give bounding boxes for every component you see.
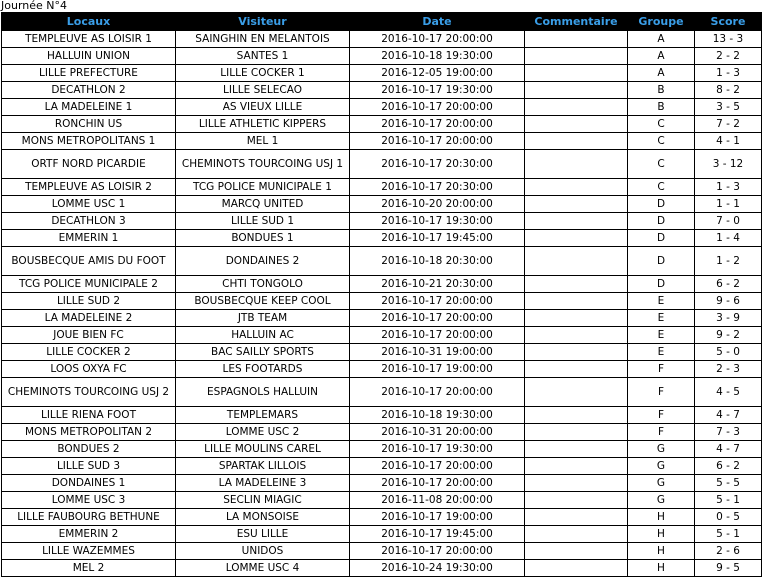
group-cell: H [628, 526, 695, 543]
score-cell: 3 - 5 [695, 99, 762, 116]
table-row [2, 344, 762, 361]
group-cell: C [628, 179, 695, 196]
table-body [2, 31, 762, 577]
group-cell: C [628, 116, 695, 133]
comment-cell [525, 99, 628, 116]
score-cell: 0 - 5 [695, 509, 762, 526]
date-cell: 2016-10-21 20:30:00 [350, 276, 525, 293]
group-cell: F [628, 378, 695, 407]
date-cell: 2016-10-17 19:30:00 [350, 82, 525, 99]
date-cell: 2016-10-18 20:30:00 [350, 247, 525, 276]
group-cell: C [628, 133, 695, 150]
group-cell: D [628, 196, 695, 213]
column-header-commentaire: Commentaire [525, 13, 628, 31]
table-row [2, 424, 762, 441]
home-team-cell: ORTF NORD PICARDIE [2, 150, 176, 179]
home-team-cell: EMMERIN 1 [2, 230, 176, 247]
date-cell: 2016-10-24 19:30:00 [350, 560, 525, 577]
date-cell: 2016-10-17 20:00:00 [350, 31, 525, 48]
date-cell: 2016-10-17 19:30:00 [350, 213, 525, 230]
table-row [2, 458, 762, 475]
comment-cell [525, 116, 628, 133]
date-cell: 2016-10-17 20:00:00 [350, 310, 525, 327]
score-cell: 1 - 3 [695, 179, 762, 196]
table-row [2, 196, 762, 213]
group-cell: G [628, 441, 695, 458]
comment-cell [525, 276, 628, 293]
comment-cell [525, 543, 628, 560]
group-cell: F [628, 361, 695, 378]
group-cell: D [628, 247, 695, 276]
table-row [2, 48, 762, 65]
date-cell: 2016-10-18 19:30:00 [350, 48, 525, 65]
group-cell: A [628, 31, 695, 48]
score-cell: 13 - 3 [695, 31, 762, 48]
group-cell: H [628, 560, 695, 577]
home-team-cell: BONDUES 2 [2, 441, 176, 458]
away-team-cell: DONDAINES 2 [176, 247, 350, 276]
column-header-visiteur: Visiteur [176, 13, 350, 31]
score-cell: 2 - 2 [695, 48, 762, 65]
date-cell: 2016-10-17 20:00:00 [350, 116, 525, 133]
comment-cell [525, 492, 628, 509]
comment-cell [525, 65, 628, 82]
comment-cell [525, 441, 628, 458]
table-row [2, 378, 762, 407]
away-team-cell: LOMME USC 2 [176, 424, 350, 441]
date-cell: 2016-10-31 19:00:00 [350, 344, 525, 361]
score-cell: 4 - 7 [695, 407, 762, 424]
comment-cell [525, 82, 628, 99]
table-row [2, 247, 762, 276]
page-title: Journée N°4 [1, 0, 68, 12]
comment-cell [525, 150, 628, 179]
date-cell: 2016-10-17 20:00:00 [350, 458, 525, 475]
date-cell: 2016-10-17 19:45:00 [350, 230, 525, 247]
score-cell: 6 - 2 [695, 458, 762, 475]
score-cell: 4 - 7 [695, 441, 762, 458]
away-team-cell: LILLE SELECAO [176, 82, 350, 99]
score-cell: 1 - 2 [695, 247, 762, 276]
score-cell: 9 - 6 [695, 293, 762, 310]
comment-cell [525, 310, 628, 327]
score-cell: 3 - 9 [695, 310, 762, 327]
table-row [2, 327, 762, 344]
comment-cell [525, 293, 628, 310]
score-cell: 5 - 1 [695, 526, 762, 543]
score-cell: 7 - 0 [695, 213, 762, 230]
home-team-cell: TCG POLICE MUNICIPALE 2 [2, 276, 176, 293]
comment-cell [525, 48, 628, 65]
home-team-cell: DECATHLON 3 [2, 213, 176, 230]
away-team-cell: MEL 1 [176, 133, 350, 150]
date-cell: 2016-10-17 20:00:00 [350, 133, 525, 150]
away-team-cell: CHEMINOTS TOURCOING USJ 1 [176, 150, 350, 179]
score-cell: 2 - 6 [695, 543, 762, 560]
score-cell: 5 - 0 [695, 344, 762, 361]
group-cell: E [628, 310, 695, 327]
table-row [2, 99, 762, 116]
date-cell: 2016-10-17 20:00:00 [350, 99, 525, 116]
home-team-cell: MEL 2 [2, 560, 176, 577]
comment-cell [525, 31, 628, 48]
away-team-cell: LILLE COCKER 1 [176, 65, 350, 82]
table-row [2, 230, 762, 247]
table-row [2, 179, 762, 196]
home-team-cell: LILLE WAZEMMES [2, 543, 176, 560]
away-team-cell: BAC SAILLY SPORTS [176, 344, 350, 361]
score-cell: 1 - 1 [695, 196, 762, 213]
home-team-cell: MONS METROPOLITAN 2 [2, 424, 176, 441]
group-cell: B [628, 99, 695, 116]
away-team-cell: LOMME USC 4 [176, 560, 350, 577]
home-team-cell: LOMME USC 1 [2, 196, 176, 213]
home-team-cell: LA MADELEINE 1 [2, 99, 176, 116]
home-team-cell: DONDAINES 1 [2, 475, 176, 492]
home-team-cell: LA MADELEINE 2 [2, 310, 176, 327]
group-cell: F [628, 424, 695, 441]
date-cell: 2016-10-17 20:00:00 [350, 475, 525, 492]
away-team-cell: AS VIEUX LILLE [176, 99, 350, 116]
away-team-cell: TCG POLICE MUNICIPALE 1 [176, 179, 350, 196]
group-cell: D [628, 213, 695, 230]
away-team-cell: BOUSBECQUE KEEP COOL [176, 293, 350, 310]
date-cell: 2016-10-17 20:30:00 [350, 150, 525, 179]
date-cell: 2016-10-31 20:00:00 [350, 424, 525, 441]
table-row [2, 293, 762, 310]
home-team-cell: RONCHIN US [2, 116, 176, 133]
comment-cell [525, 196, 628, 213]
comment-cell [525, 327, 628, 344]
home-team-cell: LOMME USC 3 [2, 492, 176, 509]
date-cell: 2016-10-17 20:00:00 [350, 543, 525, 560]
table-row [2, 560, 762, 577]
away-team-cell: LES FOOTARDS [176, 361, 350, 378]
date-cell: 2016-10-18 19:30:00 [350, 407, 525, 424]
table-row [2, 509, 762, 526]
comment-cell [525, 213, 628, 230]
away-team-cell: JTB TEAM [176, 310, 350, 327]
column-header-date: Date [350, 13, 525, 31]
group-cell: A [628, 65, 695, 82]
score-cell: 7 - 3 [695, 424, 762, 441]
home-team-cell: LILLE SUD 2 [2, 293, 176, 310]
group-cell: H [628, 543, 695, 560]
table-row [2, 82, 762, 99]
group-cell: E [628, 327, 695, 344]
table-row [2, 407, 762, 424]
group-cell: F [628, 407, 695, 424]
home-team-cell: EMMERIN 2 [2, 526, 176, 543]
home-team-cell: HALLUIN UNION [2, 48, 176, 65]
table-row [2, 310, 762, 327]
away-team-cell: MARCQ UNITED [176, 196, 350, 213]
date-cell: 2016-10-20 20:00:00 [350, 196, 525, 213]
table-row [2, 475, 762, 492]
home-team-cell: MONS METROPOLITANS 1 [2, 133, 176, 150]
away-team-cell: HALLUIN AC [176, 327, 350, 344]
away-team-cell: SPARTAK LILLOIS [176, 458, 350, 475]
column-header-locaux: Locaux [2, 13, 176, 31]
comment-cell [525, 475, 628, 492]
away-team-cell: LILLE MOULINS CAREL [176, 441, 350, 458]
score-cell: 5 - 1 [695, 492, 762, 509]
date-cell: 2016-10-17 19:45:00 [350, 526, 525, 543]
group-cell: G [628, 475, 695, 492]
comment-cell [525, 378, 628, 407]
away-team-cell: LILLE SUD 1 [176, 213, 350, 230]
date-cell: 2016-10-17 19:00:00 [350, 361, 525, 378]
home-team-cell: LILLE RIENA FOOT [2, 407, 176, 424]
home-team-cell: TEMPLEUVE AS LOISIR 2 [2, 179, 176, 196]
comment-cell [525, 560, 628, 577]
away-team-cell: ESPAGNOLS HALLUIN [176, 378, 350, 407]
home-team-cell: TEMPLEUVE AS LOISIR 1 [2, 31, 176, 48]
score-cell: 7 - 2 [695, 116, 762, 133]
comment-cell [525, 133, 628, 150]
comment-cell [525, 247, 628, 276]
score-cell: 4 - 5 [695, 378, 762, 407]
away-team-cell: BONDUES 1 [176, 230, 350, 247]
home-team-cell: BOUSBECQUE AMIS DU FOOT [2, 247, 176, 276]
comment-cell [525, 361, 628, 378]
table-row [2, 65, 762, 82]
comment-cell [525, 526, 628, 543]
comment-cell [525, 424, 628, 441]
date-cell: 2016-10-17 20:00:00 [350, 327, 525, 344]
group-cell: H [628, 509, 695, 526]
group-cell: G [628, 458, 695, 475]
results-table [1, 12, 762, 577]
table-row [2, 276, 762, 293]
score-cell: 2 - 3 [695, 361, 762, 378]
score-cell: 1 - 4 [695, 230, 762, 247]
away-team-cell: TEMPLEMARS [176, 407, 350, 424]
date-cell: 2016-10-17 19:00:00 [350, 509, 525, 526]
home-team-cell: LILLE COCKER 2 [2, 344, 176, 361]
score-cell: 3 - 12 [695, 150, 762, 179]
table-row [2, 441, 762, 458]
table-row [2, 492, 762, 509]
away-team-cell: CHTI TONGOLO [176, 276, 350, 293]
group-cell: C [628, 150, 695, 179]
date-cell: 2016-10-17 20:00:00 [350, 293, 525, 310]
date-cell: 2016-10-17 19:30:00 [350, 441, 525, 458]
table-row [2, 31, 762, 48]
away-team-cell: SECLIN MIAGIC [176, 492, 350, 509]
date-cell: 2016-11-08 20:00:00 [350, 492, 525, 509]
date-cell: 2016-12-05 19:00:00 [350, 65, 525, 82]
away-team-cell: UNIDOS [176, 543, 350, 560]
comment-cell [525, 230, 628, 247]
table-row [2, 526, 762, 543]
away-team-cell: SAINGHIN EN MELANTOIS [176, 31, 350, 48]
date-cell: 2016-10-17 20:00:00 [350, 378, 525, 407]
score-cell: 9 - 5 [695, 560, 762, 577]
away-team-cell: LA MADELEINE 3 [176, 475, 350, 492]
away-team-cell: LA MONSOISE [176, 509, 350, 526]
group-cell: B [628, 82, 695, 99]
comment-cell [525, 344, 628, 361]
home-team-cell: LOOS OXYA FC [2, 361, 176, 378]
group-cell: A [628, 48, 695, 65]
score-cell: 8 - 2 [695, 82, 762, 99]
away-team-cell: ESU LILLE [176, 526, 350, 543]
column-header-groupe: Groupe [628, 13, 695, 31]
score-cell: 6 - 2 [695, 276, 762, 293]
group-cell: G [628, 492, 695, 509]
score-cell: 4 - 1 [695, 133, 762, 150]
table-row [2, 133, 762, 150]
table-row [2, 150, 762, 179]
home-team-cell: LILLE PREFECTURE [2, 65, 176, 82]
comment-cell [525, 458, 628, 475]
header-row [2, 13, 762, 31]
score-cell: 1 - 3 [695, 65, 762, 82]
comment-cell [525, 407, 628, 424]
home-team-cell: DECATHLON 2 [2, 82, 176, 99]
group-cell: D [628, 230, 695, 247]
away-team-cell: SANTES 1 [176, 48, 350, 65]
home-team-cell: LILLE FAUBOURG BETHUNE [2, 509, 176, 526]
score-cell: 9 - 2 [695, 327, 762, 344]
table-row [2, 361, 762, 378]
home-team-cell: LILLE SUD 3 [2, 458, 176, 475]
group-cell: E [628, 293, 695, 310]
home-team-cell: JOUE BIEN FC [2, 327, 176, 344]
group-cell: D [628, 276, 695, 293]
home-team-cell: CHEMINOTS TOURCOING USJ 2 [2, 378, 176, 407]
comment-cell [525, 509, 628, 526]
table-row [2, 543, 762, 560]
column-header-score: Score [695, 13, 762, 31]
table-row [2, 116, 762, 133]
away-team-cell: LILLE ATHLETIC KIPPERS [176, 116, 350, 133]
date-cell: 2016-10-17 20:30:00 [350, 179, 525, 196]
group-cell: E [628, 344, 695, 361]
comment-cell [525, 179, 628, 196]
score-cell: 5 - 5 [695, 475, 762, 492]
table-row [2, 213, 762, 230]
